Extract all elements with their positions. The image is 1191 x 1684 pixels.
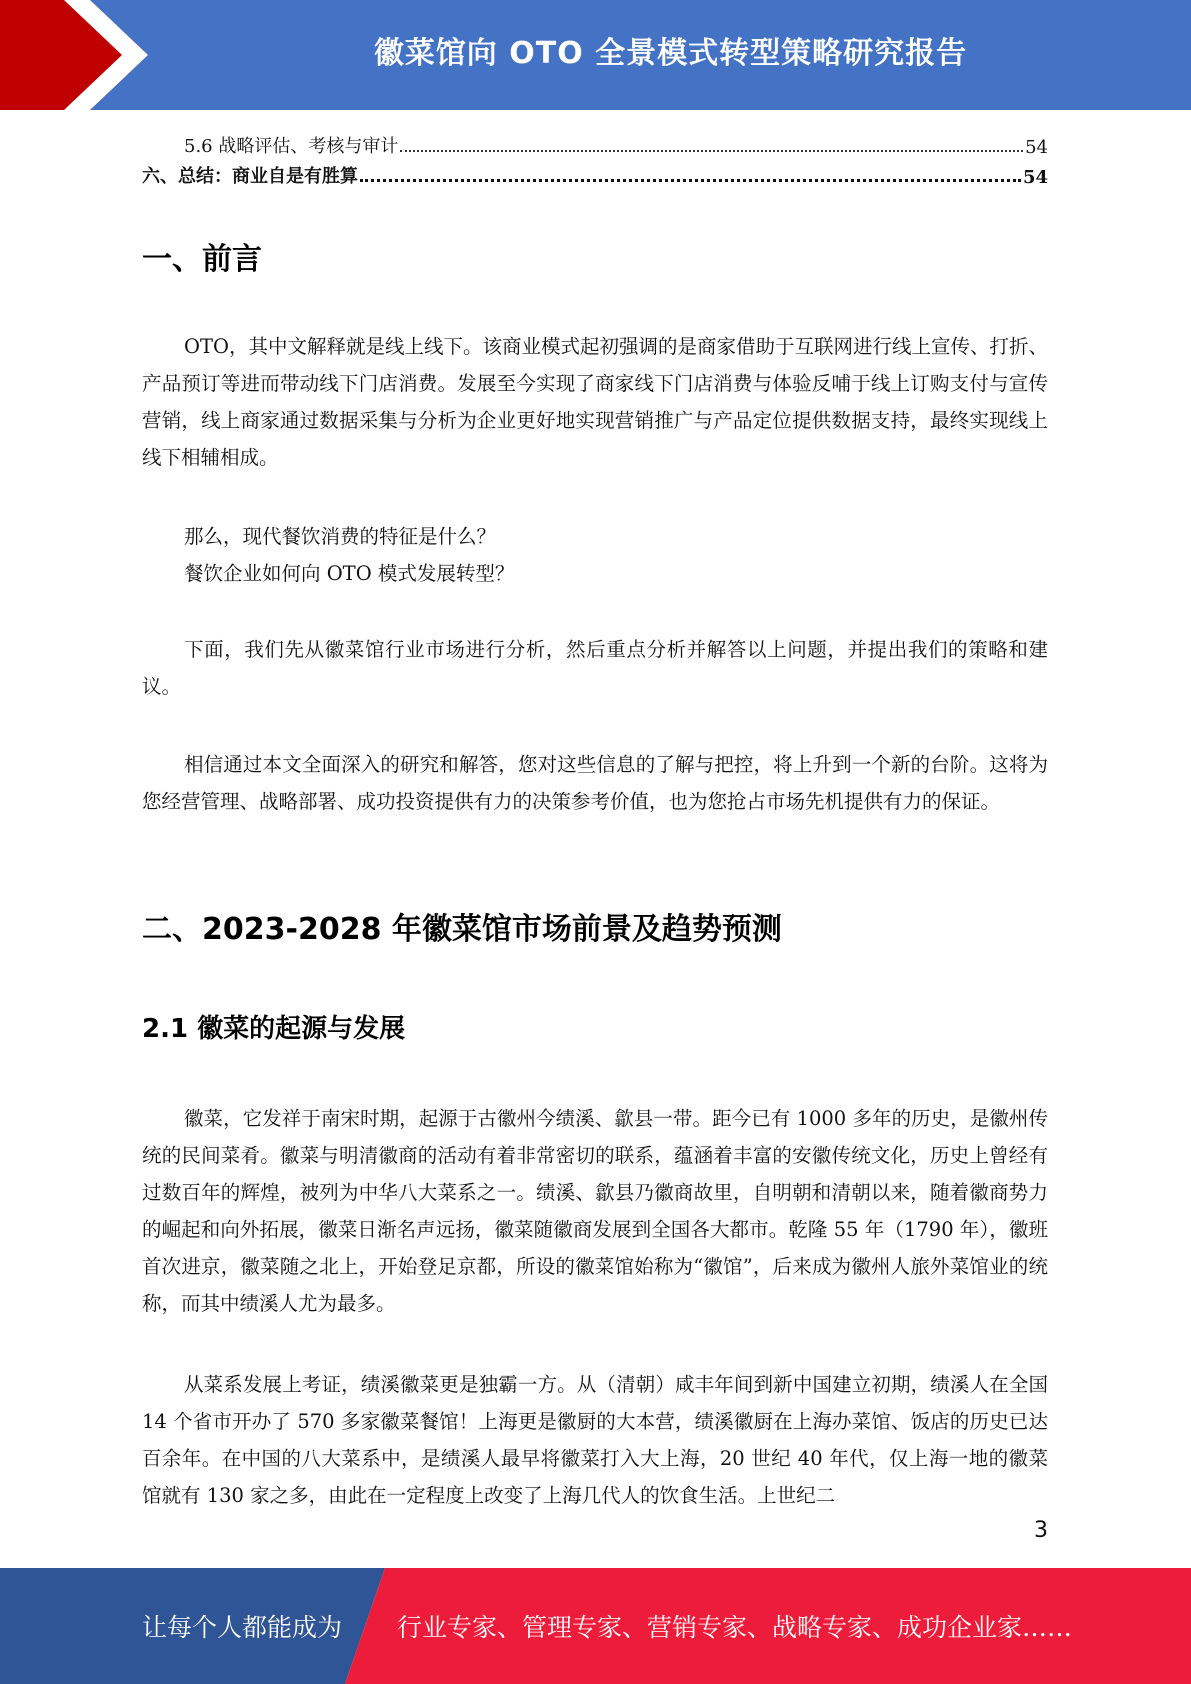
paragraph: 徽菜，它发祥于南宋时期，起源于古徽州今绩溪、歙县一带。距今已有 1000 多年的历史，是徽州传统的民间菜肴。徽菜与明清徽商的活动有着非常密切的联系，蕴涵着丰富的安徽传统文化，历史上曾经有过数百年的辉煌，被列为中华八大菜系之一。绩溪、歙县乃徽商故里，自明朝和清朝以来，随着徽商势力的崛起和向外拓展，徽菜日渐名声远扬，徽菜随徽商发展到全国各大都市。乾隆 55 年（1790 年），徽班首次进京，徽菜随之北上，开始登足京都，所设的徽菜馆始称为“徽馆”，后来成为徽州人旅外菜馆业的统称，而其中绩溪人尤为最多。: [142, 1107, 1048, 1315]
page-footer: [0, 1568, 1191, 1684]
toc-entry-page: 54: [1022, 167, 1048, 188]
page-number: 3: [1034, 1518, 1048, 1543]
subsection-heading: 2.1 徽菜的起源与发展: [142, 1014, 406, 1044]
toc-entry-label: 六、总结：商业自是有胜算: [142, 166, 358, 187]
report-title: 徽菜馆向 OTO 全景模式转型策略研究报告: [373, 36, 968, 71]
toc-entry-page: 54: [1025, 137, 1048, 158]
footer-slogan-right: 行业专家、管理专家、营销专家、战略专家、成功企业家……: [397, 1613, 1073, 1642]
toc-leader: [360, 179, 1021, 182]
paragraph: 下面，我们先从徽菜馆行业市场进行分析，然后重点分析并解答以上问题，并提出我们的策略和建议。: [142, 638, 1048, 698]
paragraph: 相信通过本文全面深入的研究和解答，您对这些信息的了解与把控，将上升到一个新的台阶。这将为您经营管理、战略部署、成功投资提供有力的决策参考价值，也为您抢占市场先机提供有力的保证。: [142, 753, 1048, 813]
footer-slogan-left: 让每个人都能成为: [142, 1613, 343, 1642]
section-heading: 二、2023-2028 年徽菜馆市场前景及趋势预测: [142, 912, 782, 947]
paragraph: OTO，其中文解释就是线上线下。该商业模式起初强调的是商家借助于互联网进行线上宣传、打折、产品预订等进而带动线下门店消费。发展至今实现了商家线下门店消费与体验反哺于线上订购支付与宣传营销，线上商家通过数据采集与分析为企业更好地实现营销推广与产品定位提供数据支持，最终实现线上线下相辅相成。: [142, 335, 1048, 469]
section-heading: 一、前言: [142, 242, 262, 277]
paragraph: 从菜系发展上考证，绩溪徽菜更是独霸一方。从（清朝）咸丰年间到新中国建立初期，绩溪人在全国 14 个省市开办了 570 多家徽菜餐馆！上海更是徽厨的大本营，绩溪徽厨在上海办菜馆、饭店的历史已达百余年。在中国的八大菜系中，是绩溪人最早将徽菜打入大上海，20 世纪 40 年代，仅上海一地的徽菜馆就有 130 家之多，由此在一定程度上改变了上海几代人的饮食生活。上世纪二: [142, 1373, 1048, 1507]
header-chevron-icon: [0, 0, 160, 110]
paragraph: 餐饮企业如何向 OTO 模式发展转型？: [184, 562, 515, 585]
paragraph: 那么，现代餐饮消费的特征是什么？: [184, 525, 497, 548]
toc-entry[interactable]: [142, 158, 1048, 188]
page-header: [0, 0, 1191, 110]
toc-entry-label: 5.6 战略评估、考核与审计: [184, 136, 399, 157]
toc-leader: [400, 150, 1023, 152]
toc-entry[interactable]: [142, 128, 1048, 158]
